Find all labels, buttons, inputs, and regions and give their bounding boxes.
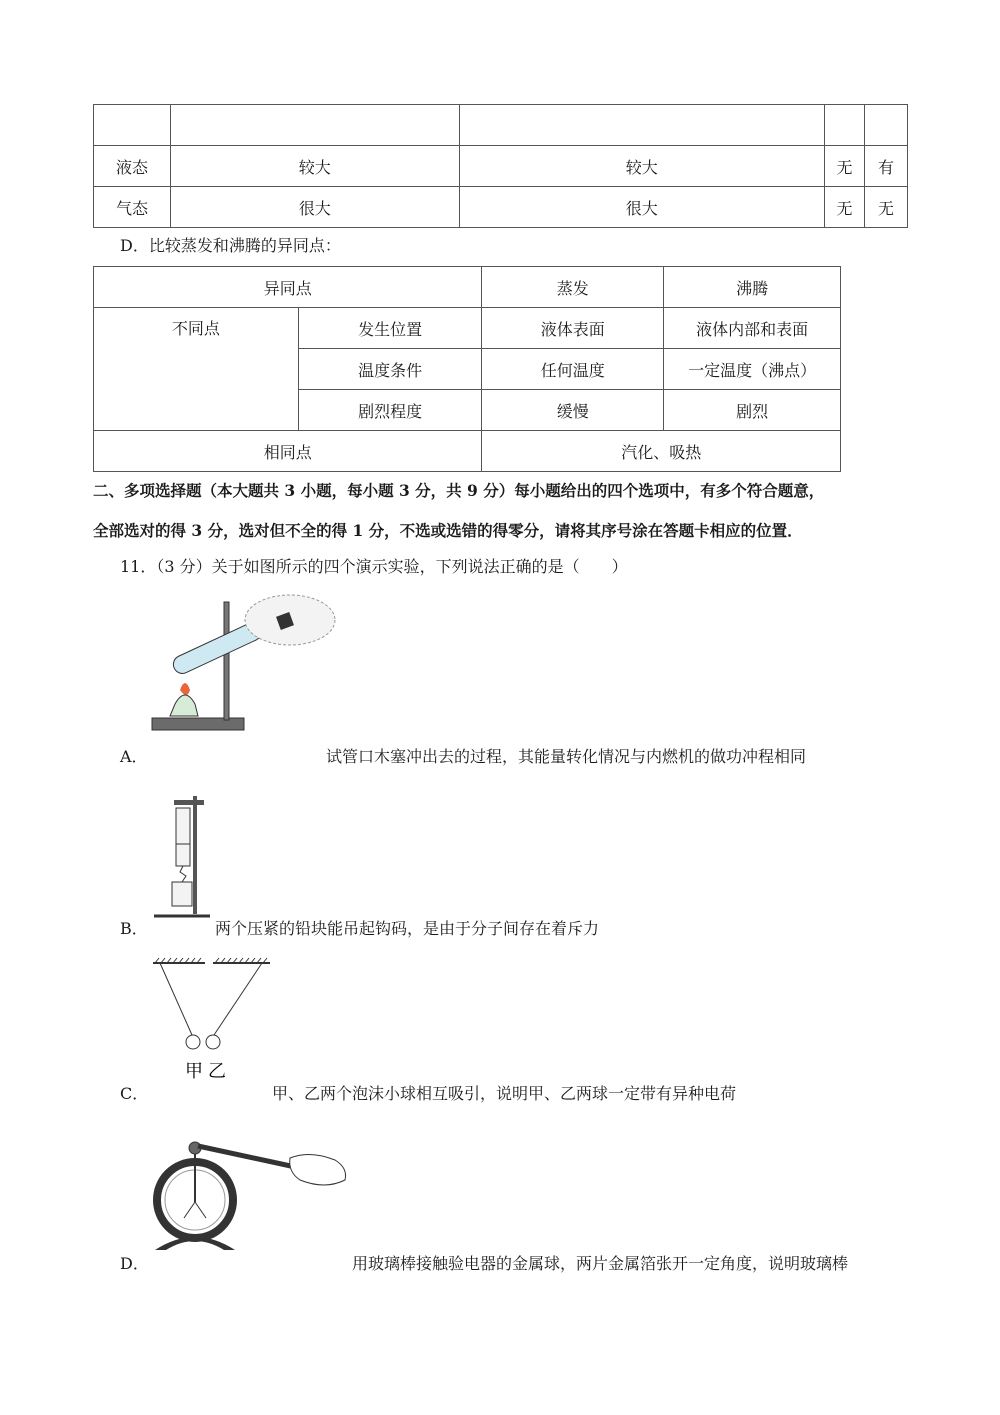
state-comparison-table	[93, 104, 908, 228]
table-header: 异同点	[94, 267, 482, 308]
option-b-text: 两个压紧的铅块能吊起钩码，是由于分子间存在着斥力	[215, 919, 600, 938]
table-row	[94, 105, 908, 146]
table-cell	[825, 105, 865, 146]
foam-balls-figure	[150, 955, 275, 1085]
question-stem: 11．（3 分）关于如图所示的四个演示实验，下列说法正确的是（ ）	[120, 557, 628, 576]
table-cell: 剧烈程度	[298, 390, 482, 431]
table-cell: 较大	[170, 146, 459, 187]
ball-label-jia: 甲	[185, 1061, 203, 1082]
option-b-label: B．	[120, 919, 148, 938]
table-cell: 液体内部和表面	[664, 308, 841, 349]
table-cell	[94, 105, 171, 146]
table-cell	[459, 105, 825, 146]
table-cell: 很大	[170, 187, 459, 228]
table-row	[94, 431, 841, 472]
evaporation-boiling-table	[93, 266, 841, 472]
table-cell: 无	[825, 187, 865, 228]
table-row	[94, 187, 908, 228]
same-value: 汽化、吸热	[482, 431, 841, 472]
option-d-title: D．比较蒸发和沸腾的异同点：	[120, 236, 341, 255]
table-cell: 很大	[459, 187, 825, 228]
test-tube-heating-figure	[140, 588, 355, 748]
table-row	[94, 267, 841, 308]
table-row	[94, 146, 908, 187]
table-cell: 缓慢	[482, 390, 664, 431]
table-cell: 发生位置	[298, 308, 482, 349]
table-cell: 温度条件	[298, 349, 482, 390]
table-cell: 有	[865, 146, 908, 187]
option-a-text: 试管口木塞冲出去的过程，其能量转化情况与内燃机的做功冲程相同	[326, 747, 807, 766]
table-header: 沸腾	[664, 267, 841, 308]
table-cell	[865, 105, 908, 146]
section-heading-line2: 全部选对的得 3 分，选对但不全的得 1 分，不选或选错的得零分，请将其序号涂在答题卡相应的位置．	[93, 521, 803, 540]
lead-blocks-figure	[148, 790, 213, 920]
table-cell: 液态	[94, 146, 171, 187]
table-cell: 液体表面	[482, 308, 664, 349]
option-a-label: A．	[120, 747, 148, 766]
option-c-label: C．	[120, 1084, 149, 1103]
table-cell	[170, 105, 459, 146]
table-cell: 无	[825, 146, 865, 187]
same-label: 相同点	[94, 431, 482, 472]
table-cell: 无	[865, 187, 908, 228]
table-header: 蒸发	[482, 267, 664, 308]
section-heading-line1: 二、多项选择题（本大题共 3 小题，每小题 3 分，共 9 分）每小题给出的四个选项中，有多个符合题意，	[93, 481, 825, 500]
table-cell: 气态	[94, 187, 171, 228]
table-cell: 任何温度	[482, 349, 664, 390]
table-row	[94, 308, 841, 349]
ball-label-yi: 乙	[208, 1061, 226, 1082]
option-d-text: 用玻璃棒接触验电器的金属球，两片金属箔张开一定角度，说明玻璃棒	[352, 1254, 849, 1273]
diff-label: 不同点	[94, 308, 299, 431]
table-cell: 较大	[459, 146, 825, 187]
electroscope-figure	[150, 1128, 355, 1253]
option-c-text: 甲、乙两个泡沫小球相互吸引，说明甲、乙两球一定带有异种电荷	[272, 1084, 737, 1103]
table-cell: 剧烈	[664, 390, 841, 431]
table-cell: 一定温度（沸点）	[664, 349, 841, 390]
option-d-label: D．	[120, 1254, 149, 1273]
